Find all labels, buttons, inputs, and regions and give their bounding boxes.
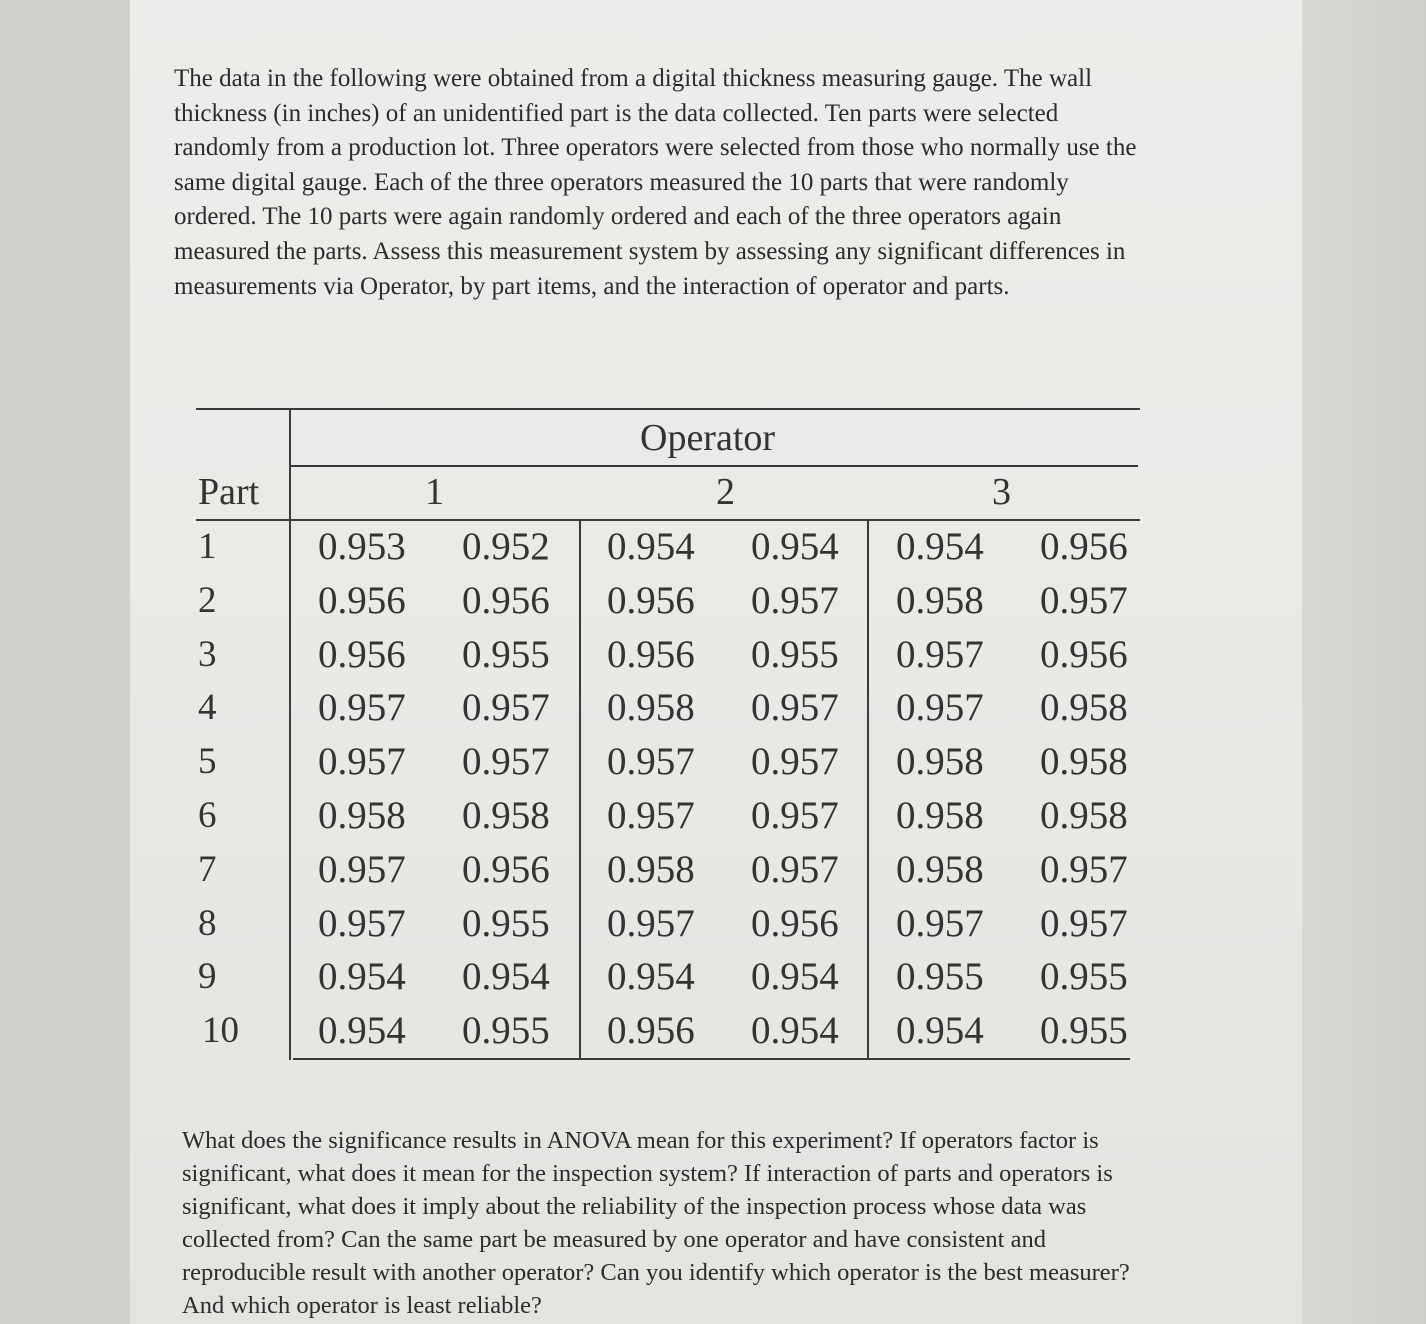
measurement-cell: 0.956	[462, 578, 550, 622]
measurement-cell: 0.957	[896, 686, 984, 730]
header-bottom-rule	[196, 519, 1140, 521]
measurement-cell: 0.957	[318, 740, 406, 784]
measurement-cell: 0.956	[1040, 525, 1128, 568]
part-number-cell: 7	[198, 848, 217, 890]
measurement-cell: 0.958	[896, 578, 984, 622]
measurement-cell: 0.955	[1040, 1009, 1128, 1053]
measurement-cell: 0.957	[1040, 578, 1128, 622]
part-number-cell: 10	[202, 1010, 239, 1052]
measurement-cell: 0.957	[607, 740, 695, 784]
measurement-cell: 0.958	[607, 686, 695, 730]
measurement-cell: 0.958	[1040, 686, 1128, 730]
measurement-cell: 0.957	[751, 686, 839, 730]
measurement-cell: 0.956	[318, 632, 406, 676]
measurement-cell: 0.957	[607, 901, 695, 945]
measurement-cell: 0.955	[462, 632, 550, 676]
measurement-cell: 0.954	[462, 955, 550, 999]
measurement-cell: 0.957	[896, 901, 984, 945]
part-number-cell: 2	[198, 579, 217, 621]
intro-paragraph: The data in the following were obtained from a digital thickness measuring gauge. The wall thickness (in inches) of an unidentified part is the data collected. Ten parts were selected randomly from a production lot. Three operators were selected from those who normally use the same digital gauge. Each of the three operators measured the 10 parts that were randomly ordered. The 10 parts were again randomly ordered and each of the three operators again measured the parts. Assess this measurement system by assessing any significant differences in measurements via Operator, by part items, and the interaction of operator and parts.	[174, 65, 1137, 300]
measurement-cell: 0.957	[318, 686, 406, 730]
measurement-cell: 0.958	[896, 740, 984, 784]
measurement-cell: 0.954	[318, 955, 406, 999]
measurement-cell: 0.957	[1040, 847, 1128, 891]
operator-3-header: 3	[992, 471, 1011, 513]
measurement-cell: 0.957	[751, 740, 839, 784]
operator-1-2-divider	[579, 521, 581, 1060]
measurement-cell: 0.954	[318, 1009, 406, 1053]
measurement-cell: 0.958	[896, 847, 984, 891]
measurement-cell: 0.955	[1040, 955, 1128, 999]
part-number-cell: 8	[198, 902, 217, 944]
part-number-cell: 4	[198, 687, 217, 729]
measurement-cell: 0.957	[1040, 901, 1128, 945]
part-number-cell: 9	[198, 956, 217, 998]
measurement-cell: 0.956	[318, 578, 406, 622]
measurement-cell: 0.957	[607, 794, 695, 837]
operator-1-header: 1	[425, 471, 444, 513]
measurement-cell: 0.958	[896, 794, 984, 837]
measurement-cell: 0.957	[751, 847, 839, 891]
measurement-table	[196, 408, 1140, 1060]
measurement-cell: 0.957	[462, 740, 550, 784]
measurement-cell: 0.958	[318, 794, 406, 837]
measurement-cell: 0.957	[462, 686, 550, 730]
measurement-cell: 0.953	[318, 525, 406, 568]
part-number-cell: 5	[198, 741, 217, 783]
measurement-cell: 0.956	[607, 632, 695, 676]
measurement-cell: 0.956	[462, 847, 550, 891]
measurement-cell: 0.954	[607, 955, 695, 999]
measurement-cell: 0.954	[751, 955, 839, 999]
operator-header: Operator	[640, 417, 776, 459]
measurement-cell: 0.958	[1040, 794, 1128, 837]
measurement-cell: 0.955	[896, 955, 984, 999]
measurement-cell: 0.955	[462, 1009, 550, 1053]
measurement-cell: 0.954	[607, 525, 695, 568]
measurement-cell: 0.952	[462, 525, 550, 568]
screen-background	[1302, 0, 1426, 1324]
question-paragraph: What does the significance results in ANOVA mean for this experiment? If operators factor is significant, what does it mean for the inspection system? If interaction of parts and operators is significant, what does it imply about the reliability of the inspection process whose data was collected from? Can the same part be measured by one operator and have consistent and reproducible result with another operator? Can you identify which operator is the best measurer? And which operator is least reliable?	[182, 1127, 1130, 1319]
operator-header-rule	[290, 465, 1138, 467]
operator-2-3-divider	[867, 521, 869, 1060]
measurement-cell: 0.954	[896, 525, 984, 568]
measurement-cell: 0.954	[751, 1009, 839, 1053]
measurement-cell: 0.956	[1040, 632, 1128, 676]
table-top-rule	[196, 408, 1140, 410]
part-column-divider	[289, 408, 291, 1060]
measurement-cell: 0.956	[607, 1009, 695, 1053]
measurement-cell: 0.957	[751, 794, 839, 837]
measurement-cell: 0.956	[607, 578, 695, 622]
measurement-cell: 0.956	[751, 901, 839, 945]
measurement-cell: 0.958	[1040, 740, 1128, 784]
measurement-cell: 0.958	[607, 847, 695, 891]
measurement-cell: 0.955	[751, 632, 839, 676]
part-header: Part	[198, 471, 260, 513]
measurement-cell: 0.957	[318, 901, 406, 945]
part-number-cell: 6	[198, 795, 217, 836]
measurement-cell: 0.958	[462, 794, 550, 837]
table-bottom-rule	[293, 1058, 1130, 1060]
part-number-cell: 1	[198, 526, 217, 567]
measurement-cell: 0.954	[751, 525, 839, 568]
operator-2-header: 2	[716, 471, 735, 513]
part-number-cell: 3	[198, 633, 217, 675]
measurement-cell: 0.957	[318, 847, 406, 891]
measurement-cell: 0.955	[462, 901, 550, 945]
measurement-cell: 0.954	[896, 1009, 984, 1053]
measurement-cell: 0.957	[896, 632, 984, 676]
measurement-cell: 0.957	[751, 578, 839, 622]
